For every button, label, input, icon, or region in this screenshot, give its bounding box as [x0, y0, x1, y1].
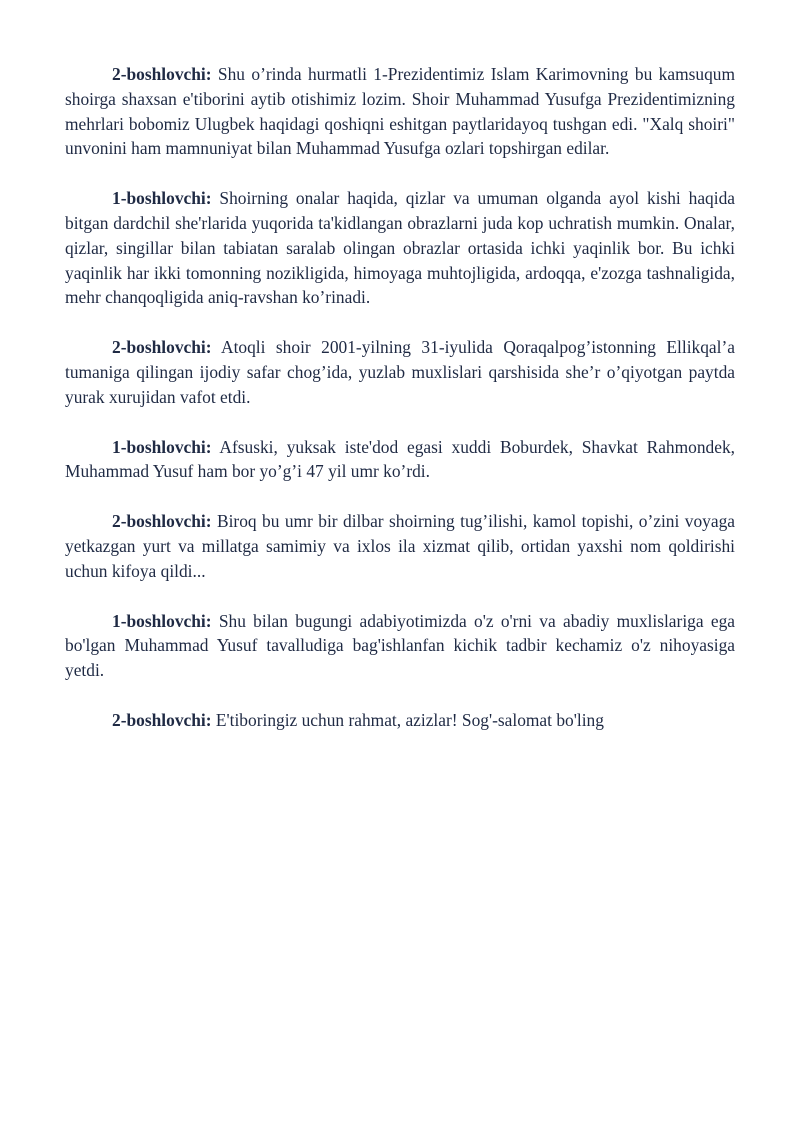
- paragraph: [65, 435, 735, 485]
- paragraph-text: Biroq bu umr bir dilbar shoirning tug’ilishi, kamol topishi, o’zini voyaga yetkazgan yurt va millatga samimiy va ixlos ila xizmat qilib, ortidan yaxshi nom qoldirishi uchun kifoya qildi...: [65, 511, 735, 581]
- speaker-label: 1-boshlovchi:: [112, 188, 212, 209]
- paragraph: [65, 708, 735, 733]
- paragraph: [65, 335, 735, 409]
- paragraph-text: Shu o’rinda hurmatli 1-Prezidentimiz Islam Karimovning bu kamsuqum shoirga shaxsan e'tiborini aytib otishimiz lozim. Shoir Muhammad Yusufga Prezidentimizning mehrlari bobomiz Ulugbek haqidagi qoshiqni eshitgan paytlaridayoq tushgan edi. "Xalq shoiri" unvonini ham mamnuniyat bilan Muhammad Yusufga ozlari topshirgan edilar.: [65, 64, 735, 159]
- document-page: [65, 62, 735, 758]
- paragraph: [65, 609, 735, 683]
- speaker-label: 1-boshlovchi:: [112, 436, 212, 457]
- speaker-label: 2-boshlovchi:: [112, 64, 212, 84]
- paragraph: [65, 509, 735, 583]
- paragraph-text: Shu bilan bugungi adabiyotimizda o'z o'rni va abadiy muxlislariga ega bo'lgan Muhammad Yusuf tavalludiga bag'ishlanfan kichik tadbir kechamiz o'z nihoyasiga yetdi.: [65, 610, 735, 681]
- paragraph-text: Atoqli shoir 2001-yilning 31-iyulida Qoraqalpog’istonning Ellikqal’a tumaniga qilingan ijodiy safar chog’ida, yuzlab muxlislari qarshisida she’r o’qiyotgan paytda yurak xurujidan vafot etdi.: [65, 337, 735, 407]
- paragraph: [65, 62, 735, 161]
- paragraph-text: Afsuski, yuksak iste'dod egasi xuddi Boburdek, Shavkat Rahmondek, Muhammad Yusuf ham bor yo’g’i 47 yil umr ko’rdi.: [65, 436, 735, 482]
- speaker-label: 2-boshlovchi:: [112, 511, 212, 532]
- speaker-label: 2-boshlovchi:: [112, 709, 212, 730]
- paragraph-text: Shoirning onalar haqida, qizlar va umuman olganda ayol kishi haqida bitgan dardchil she'rlarida yuqorida ta'kidlangan obrazlarni juda kop uchratish mumkin. Onalar, qizlar, singillar bilan tabiatan saralab olingan obrazlar ortasida ichki yaqinlik bor. Bu ichki yaqinlik har ikki tomonning nozikligida, himoyaga muhtojligida, ardoqqa, e'zozga tashnaligida, mehr chanqoqligida aniq-ravshan ko’rinadi.: [65, 188, 735, 308]
- speaker-label: 2-boshlovchi:: [112, 337, 212, 358]
- paragraph-text: E'tiboringiz uchun rahmat, azizlar! Sog'-salomat bo'ling: [215, 709, 604, 730]
- speaker-label: 1-boshlovchi:: [112, 610, 212, 631]
- paragraph: [65, 186, 735, 310]
